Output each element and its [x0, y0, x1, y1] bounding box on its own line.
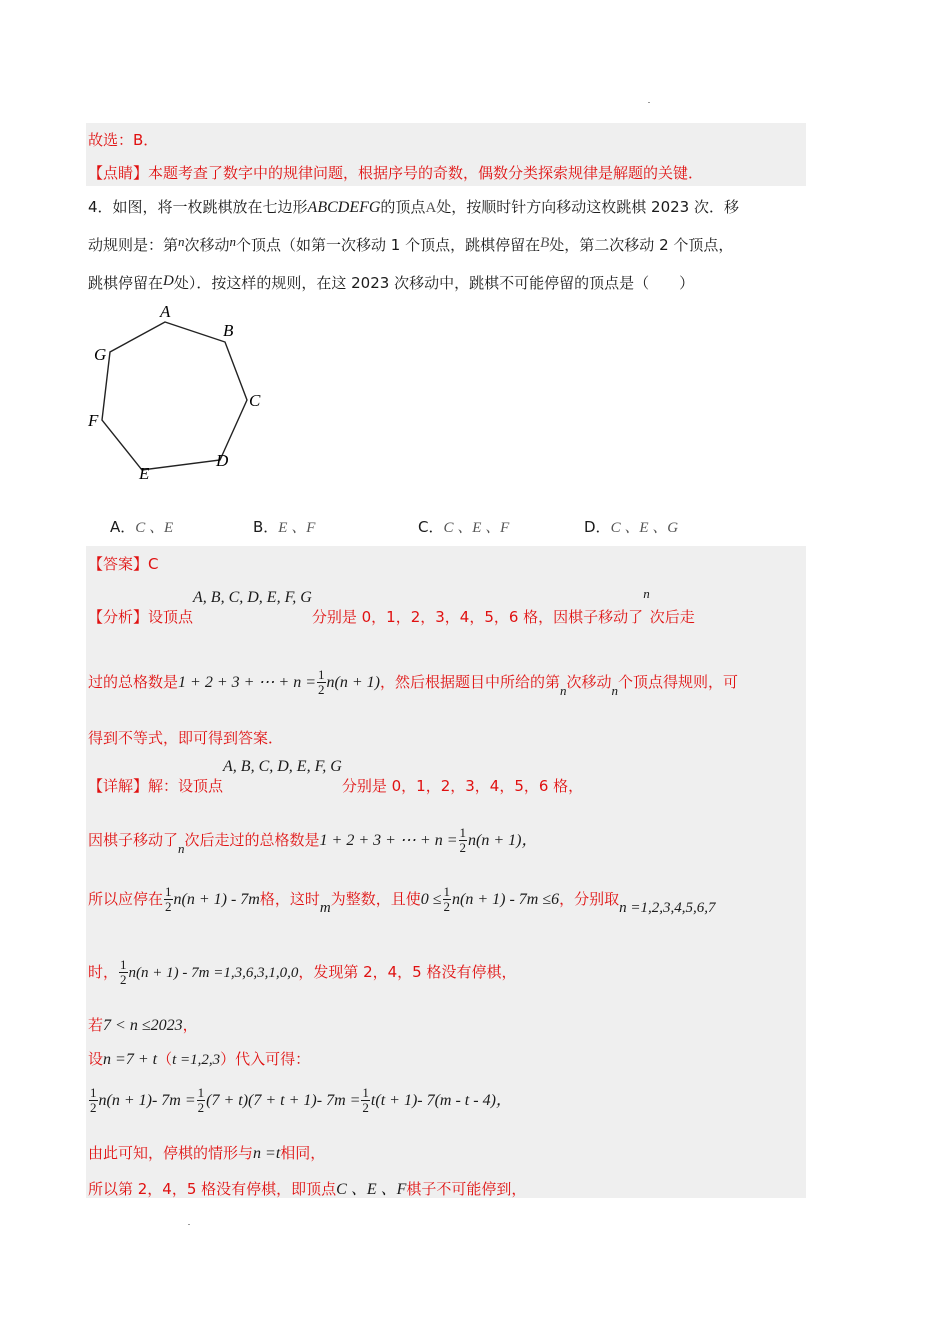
fraction-half: [119, 958, 128, 987]
fraction-half: [317, 668, 326, 697]
option-value: E 、F: [278, 520, 316, 536]
d-text: 相同，: [280, 1144, 326, 1162]
prev-conclusion: 故选：B．: [88, 131, 159, 149]
ineq-left: 0 ≤: [420, 891, 442, 908]
option-d[interactable]: [584, 516, 678, 537]
d-text: ，发现第 2，4，5 格没有停棋，: [298, 963, 517, 981]
q-text: 动规则是：第: [88, 236, 179, 254]
a-text: 次后走: [649, 608, 695, 626]
detail-line-7: [88, 1086, 512, 1115]
vertices-result: C 、E 、F: [336, 1181, 407, 1198]
a-text: 设顶点: [148, 608, 194, 626]
frac-den: 2: [90, 1100, 97, 1115]
a-text: 个顶点得规则，可: [617, 673, 738, 691]
var-n: n: [643, 586, 650, 601]
question-line-1: [88, 196, 739, 217]
d-text: ）代入可得：: [220, 1050, 311, 1068]
analysis-tag: 【分析】: [88, 608, 149, 626]
analysis-line-1: [88, 586, 695, 626]
option-b[interactable]: [253, 516, 315, 537]
label-b: B: [223, 321, 234, 340]
option-letter: B．: [253, 518, 279, 536]
frac-den: 2: [362, 1100, 369, 1115]
q-text: 处，第二次移动 2 个顶点，: [549, 236, 734, 254]
a-text: ，然后根据题目中所给的第: [379, 673, 560, 691]
eq-part-b: (7 + t)(7 + t + 1)- 7m =: [206, 1092, 361, 1109]
q-text: 个顶点（如第一次移动 1 个顶点，跳棋停留在: [236, 236, 541, 254]
option-c[interactable]: [418, 516, 509, 537]
frac-num: 1: [165, 884, 172, 899]
q-text: 次移动: [184, 236, 230, 254]
frac-den: 2: [443, 899, 451, 914]
frac-num: 1: [197, 1085, 205, 1100]
q-text: 处，按顺时针方向移动这枚跳棋 2023 次．移: [436, 198, 739, 216]
a-text: 分别是 0，1，2，3，4，5，6 格，因棋子移动了: [311, 608, 644, 626]
frac-num: 1: [459, 825, 467, 840]
var-n: n: [559, 683, 567, 698]
frac-num: 1: [318, 667, 325, 682]
header-dot: [648, 102, 650, 103]
d-text: （: [157, 1050, 173, 1068]
frac-num: 1: [90, 1085, 97, 1100]
d-text: 次后走过的总格数是: [184, 831, 320, 849]
label-d: D: [216, 451, 229, 470]
q-text: 跳棋停留在: [88, 274, 164, 292]
stop-expr: n(n + 1) - 7m: [173, 891, 260, 908]
frac-den: 2: [459, 840, 467, 855]
label-g: G: [94, 345, 107, 364]
vertex-d: D: [163, 273, 174, 289]
frac-den: 2: [120, 972, 127, 987]
heptagon-figure: [80, 300, 280, 490]
d-text: 所以应停在: [88, 890, 164, 908]
footer-dot: [188, 1224, 190, 1225]
fraction-half: [443, 885, 452, 914]
option-value: C 、E: [135, 520, 174, 536]
eq-part-a: n(n + 1)- 7m =: [98, 1092, 196, 1109]
heptagon-outline: [102, 322, 247, 470]
analysis-line-3: 得到不等式，即可得到答案．: [88, 729, 284, 747]
option-letter: C．: [418, 518, 444, 536]
var-n: n: [611, 683, 618, 698]
d-text: 因棋子移动了: [88, 831, 179, 849]
points-list: A, B, C, D, E, F, G: [193, 589, 312, 606]
detail-line-1: [88, 758, 583, 798]
d-text: 若: [88, 1016, 104, 1034]
fraction-half: [459, 826, 468, 855]
detail-line-4: [88, 958, 517, 987]
fraction-half: [89, 1086, 98, 1115]
d-text: ，: [182, 1016, 198, 1034]
comment-text: 本题考查了数字中的规律问题，根据序号的奇数，偶数分类探索规律是解题的关键．: [148, 164, 704, 182]
d-text: ，分别取: [559, 890, 620, 908]
detail-line-8: [88, 1142, 325, 1163]
detail-tag: 【详解】: [88, 777, 149, 795]
sum-tail: n(n + 1)，: [468, 832, 538, 849]
sum-expr: 1 + 2 + 3 + ⋯ + n =: [178, 674, 316, 691]
d-text: 为整数，且使: [330, 890, 421, 908]
a-text: 次移动: [566, 673, 612, 691]
equal-expr: n =t: [253, 1145, 281, 1162]
d-text: 由此可知，停棋的情形与: [88, 1144, 254, 1162]
range-expr: 7 < n ≤2023: [103, 1017, 183, 1034]
comment-tag: 【点睛】: [88, 164, 149, 182]
var-n: n: [178, 841, 185, 856]
detail-line-5: [88, 1014, 198, 1035]
d-text: 分别是 0，1，2，3，4，5，6 格，: [341, 777, 584, 795]
frac-den: 2: [197, 1100, 205, 1115]
fraction-half: [164, 885, 173, 914]
detail-line-2: [88, 826, 537, 857]
q-text: 处）．按这样的规则，在这 2023 次移动中，跳棋不可能停留的顶点是（ ）: [173, 274, 695, 292]
answer-value: C: [148, 555, 159, 573]
detail-line-9: [88, 1176, 526, 1199]
d-text: 解：设顶点: [148, 777, 224, 795]
option-letter: D．: [584, 518, 611, 536]
question-line-2: [88, 234, 733, 255]
answer-tag: 【答案】: [88, 555, 149, 573]
var-n: n: [178, 234, 185, 249]
analysis-line-2: [88, 668, 738, 699]
prev-comment: [88, 162, 703, 183]
result-expr: n(n + 1) - 7m =1,3,6,3,1,0,0: [128, 965, 299, 981]
frac-num: 1: [443, 884, 451, 899]
n-values: n =1,2,3,4,5,6,7: [619, 900, 716, 916]
var-n: n: [229, 234, 237, 249]
a-text: 过的总格数是: [88, 673, 179, 691]
frac-num: 1: [120, 957, 127, 972]
ineq-right: n(n + 1) - 7m ≤6: [452, 891, 560, 908]
sub-expr: n =7 + t: [103, 1051, 158, 1068]
frac-den: 2: [165, 899, 172, 914]
fraction-half: [197, 1086, 206, 1115]
label-a: A: [160, 302, 171, 321]
option-value: C 、E 、G: [610, 520, 679, 536]
eq-part-c: t(t + 1)- 7(m - t - 4)，: [370, 1092, 512, 1109]
t-values: t =1,2,3: [172, 1052, 221, 1068]
label-f: F: [88, 411, 99, 430]
fraction-half: [361, 1086, 370, 1115]
d-text: 所以第 2，4，5 格没有停棋，即顶点: [88, 1180, 337, 1198]
label-e: E: [139, 464, 150, 483]
points-list: A, B, C, D, E, F, G: [223, 758, 342, 775]
option-value: C 、E 、F: [443, 520, 510, 536]
q-text: 4．如图，将一枚跳棋放在七边形: [88, 198, 308, 216]
frac-num: 1: [362, 1085, 369, 1100]
answer-line: [88, 553, 159, 574]
detail-line-3: [88, 885, 716, 917]
polygon-name: ABCDEFG: [307, 199, 381, 216]
detail-line-6: [88, 1048, 310, 1069]
frac-den: 2: [318, 682, 325, 697]
d-text: 时，: [88, 963, 119, 981]
vertex-b: B: [540, 235, 550, 251]
sum-tail: n(n + 1): [326, 674, 380, 691]
vertex-a: A: [425, 200, 437, 216]
question-line-3: [88, 272, 694, 293]
var-m: m: [319, 900, 331, 916]
label-c: C: [249, 391, 261, 410]
d-text: 设: [88, 1050, 104, 1068]
option-letter: A．: [110, 518, 136, 536]
q-text: 的顶点: [380, 198, 426, 216]
d-text: 棋子不可能停到，: [406, 1180, 527, 1198]
option-a[interactable]: [110, 516, 173, 537]
d-text: 格，这时: [259, 890, 320, 908]
sum-expr: 1 + 2 + 3 + ⋯ + n =: [319, 832, 458, 849]
